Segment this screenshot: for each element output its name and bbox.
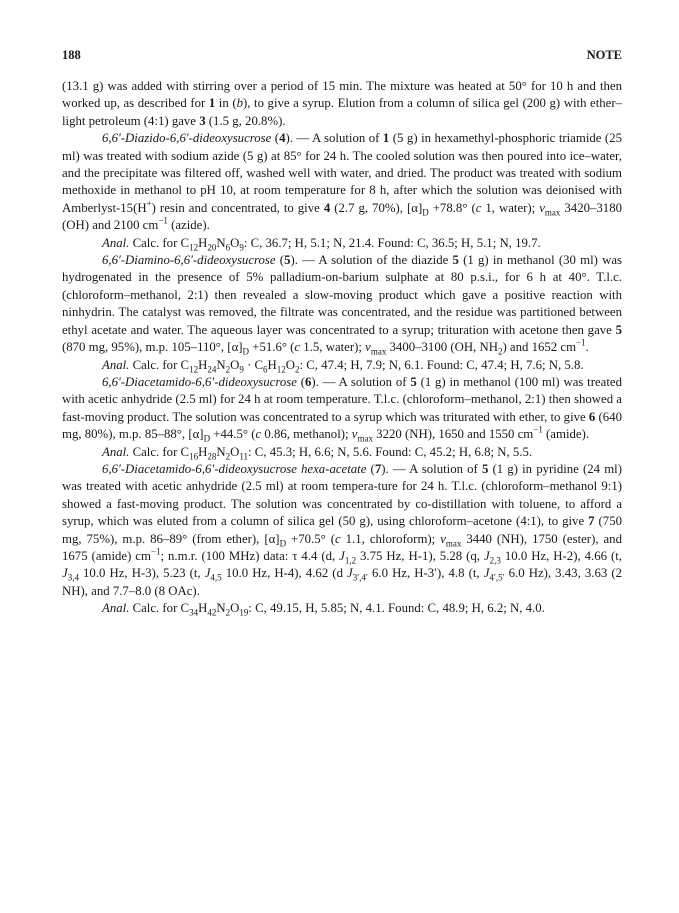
paragraph: Anal. Calc. for $C_{16}H_{28}N_2O_{11}$: C, 45.3; H, 6.6; N, 5.6. Found: C, 45.2; H, 6.8; N, 5.5. bbox=[102, 444, 533, 462]
paragraph: Anal. Calc. for $C_{12}H_{20}N_6O_9$: C, 36.7; H, 5.1; N, 21.4. Found: C, 36.5; H, 5.1; N, 19.7. bbox=[102, 235, 541, 253]
paragraph: 6,6′-Diazido-6,6′-dideoxysucrose (4). — A solution of 1 (5 g) in hexamethyl-phosphoric triamide (25 ml) was treated with sodium azide (5 g) at 85° for 24 h. The cooled solution was then poured into ice–water, and the precipitate was filtered off, washed well with water, and dried. The product was treated with sodium methoxide in methanol to pH 10, at room temperature for 8 h, after which the solution was deionised with Amberlyst-15(H+) resin and concentrated, to give 4 (2.7 g, 70%), $[\alpha]_D +78.8^\circ$ (c 1, water); $\nu_{max}$ 3420–3180 (OH) and 2100 $cm^{-1}$ (azide). bbox=[62, 131, 622, 233]
body-text bbox=[62, 78, 622, 618]
page-number: 188 bbox=[62, 48, 81, 62]
paragraph: Anal. Calc. for $C_{12}H_{24}N_2O_9 \cdot C_6H_{12}O_2$: C, 47.4; H, 7.9; N, 6.1. Found: C, 47.4; H, 7.6; N, 5.8. bbox=[102, 357, 584, 375]
paragraph: (13.1 g) was added with stirring over a period of 15 min. The mixture was heated at 50° for 10 h and then worked up, as described for 1 in (b), to give a syrup. Elution from a column of silica gel (200 g) with ether–light petroleum (4:1) gave 3 (1.5 g, 20.8%). bbox=[62, 79, 623, 128]
paragraph: 6,6′-Diacetamido-6,6′-dideoxysucrose (6). — A solution of 5 (1 g) in methanol (100 ml) was treated with acetic anhydride (2.5 ml) for 24 h at room temperature. T.l.c. (chloroform–methanol, 2:1) then showed a fast-moving product. The solution was concentrated to a syrup which was triturated with ether, to give 6 (640 mg, 80%), m.p. 85–88°, $[\alpha]_D +44.5^\circ$ (c 0.86, methanol); $\nu_{max}$ 3220 (NH), 1650 and 1550 $cm^{-1}$ (amide). bbox=[62, 374, 623, 444]
paragraph: 6,6′-Diacetamido-6,6′-dideoxysucrose hexa-acetate (7). — A solution of 5 (1 g) in pyridine (24 ml) was treated with acetic anhydride (2.5 ml) at room tempera-ture for 24 h. T.l.c. (chloroform–methanol 9:1) showed a fast-moving product. The solution was concentrated by co-distillation with toluene, to afford a syrup, which was eluted from a column of silica gel (50 g), using chloroform–acetone (4:1), to give 7 (750 mg, 75%), m.p. 86–89° (from ether), $[\alpha]_D +70.5^\circ$ (c 1.1, chloroform); $\nu_{max}$ 3440 (NH), 1750 (ester), and 1675 (amide) $cm^{-1}$; n.m.r. (100 MHz) data: τ 4.4 (d, $J_{1,2}$ 3.75 Hz, H-1), 5.28 (q, $J_{2,3}$ 10.0 Hz, H-2), 4.66 (t, $J_{3,4}$ 10.0 Hz, H-3), 5.23 (t, $J_{4,5}$ 10.0 Hz, H-4), 4.62 (d $J_{3',4'}$ 6.0 Hz, H-3′), 4.8 (t, $J_{4',5'}$ 6.0 Hz), 3.43, 3.63 (2 NH), and 7.7–8.0 (8 OAc). bbox=[62, 461, 623, 598]
paragraph: Anal. Calc. for $C_{34}H_{42}N_2O_{19}$: C, 49.15, H, 5.85; N, 4.1. Found: C, 48.9; H, 6.2; N, 4.0. bbox=[102, 601, 545, 618]
paragraph: 6,6′-Diamino-6,6′-dideoxysucrose (5). — A solution of the diazide 5 (1 g) in methanol (30 ml) was hydrogenated in the presence of 5% palladium-on-barium sulphate at 80 p.s.i., for 6 h at 40°. T.l.c. (chloroform–methanol, 2:1) then revealed a slow-moving product which gave a positive reaction with ninhydrin. The catalyst was removed, the filtrate was concentrated, and the residue was partitioned between ethyl acetate and water. The aqueous layer was concentrated to a syrup; trituration with acetone then gave 5 (870 mg, 95%), m.p. 105–110°, $[\alpha]_D +51.6^\circ$ (c 1.5, water); $\nu_{max}$ 3400–3100 (OH, $NH_2$) and 1652 $cm^{-1}$. bbox=[62, 253, 622, 357]
running-title: NOTE bbox=[586, 48, 622, 62]
